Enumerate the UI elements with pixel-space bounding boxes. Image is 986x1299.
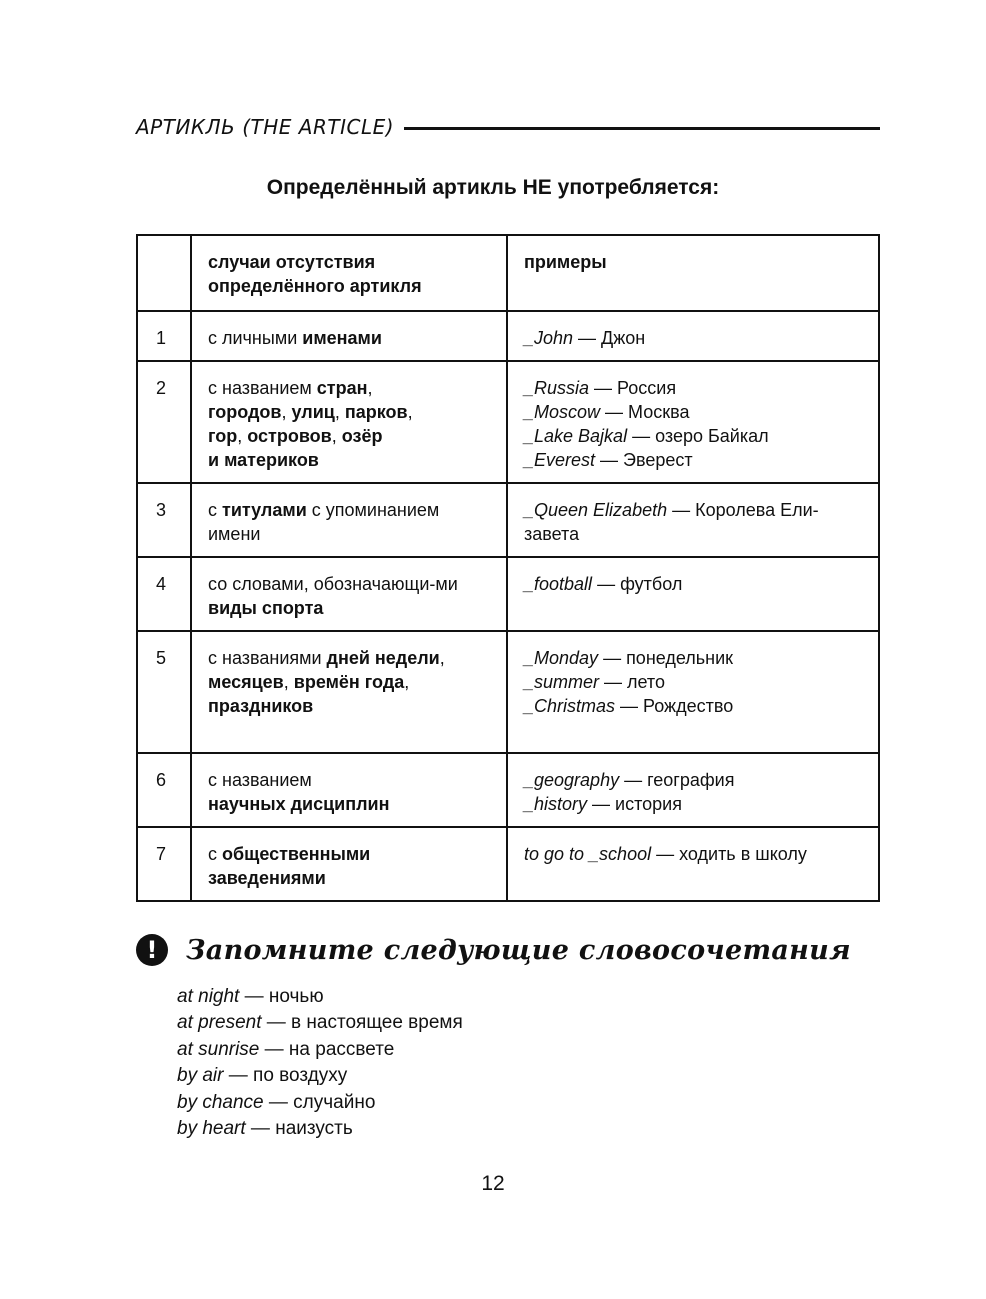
examples-cell	[507, 311, 879, 361]
case-bold: стран	[316, 378, 368, 398]
example-ru: — география	[619, 770, 735, 790]
example-line	[524, 376, 862, 400]
case-text: с личными	[208, 328, 303, 348]
example-ru: — понедельник	[598, 648, 734, 668]
case-bold: городов	[208, 402, 282, 422]
phrase-ru: — наизусть	[245, 1118, 353, 1140]
example-ru: — футбол	[592, 574, 683, 594]
header-cases-label: случаи отсутствия определённого артикля	[208, 252, 422, 296]
examples-cell	[507, 631, 879, 753]
example-ru: — ходить в школу	[651, 844, 807, 864]
section-title: Определённый артикль НЕ употребляется:	[266, 176, 720, 199]
example-en: _football	[524, 574, 593, 594]
example-line	[524, 498, 862, 546]
case-text: с названиями	[208, 648, 327, 668]
example-ru: — Россия	[589, 378, 677, 398]
example-line	[524, 448, 862, 472]
case-text: с упоминанием имени	[208, 500, 440, 544]
rules-table	[136, 234, 880, 902]
table-row	[137, 311, 879, 361]
case-bold: островов	[247, 426, 332, 446]
case-text: ,	[439, 648, 445, 668]
row-number: 1	[137, 311, 191, 361]
example-en: _history	[524, 794, 588, 814]
exclamation-icon: !	[136, 934, 168, 966]
example-en: _Christmas	[524, 696, 616, 716]
case-text: ,	[331, 426, 342, 446]
case-bold: и материков	[208, 450, 319, 470]
example-en: _John	[524, 328, 574, 348]
example-line	[524, 326, 862, 350]
example-line	[524, 400, 862, 424]
phrase-list	[177, 984, 463, 1142]
case-cell	[191, 361, 507, 483]
remember-heading	[136, 934, 851, 966]
row-number: 6	[137, 753, 191, 827]
case-text: с названием	[208, 770, 312, 790]
case-bold: парков	[344, 402, 408, 422]
table-row	[137, 753, 879, 827]
example-en: _Everest	[524, 450, 596, 470]
phrase-en: at night	[177, 986, 240, 1007]
case-bold: праздников	[208, 696, 314, 716]
example-line	[524, 842, 862, 866]
examples-cell	[507, 827, 879, 901]
phrase-ru: — в настоящее время	[261, 1012, 463, 1034]
case-text: ,	[367, 378, 373, 398]
page-header	[136, 112, 880, 142]
table-header-row	[137, 235, 879, 311]
example-line	[524, 694, 862, 718]
row-number: 2	[137, 361, 191, 483]
row-number: 5	[137, 631, 191, 753]
phrase-ru: — на рассвете	[259, 1038, 395, 1060]
example-ru: — Рождество	[615, 696, 734, 716]
examples-cell	[507, 361, 879, 483]
case-cell	[191, 631, 507, 753]
header-cell-cases	[191, 235, 507, 311]
case-text: со словами, обозначающи-ми	[208, 574, 458, 594]
case-bold: времён года	[293, 672, 405, 692]
case-bold: улиц	[291, 402, 335, 422]
row-number: 4	[137, 557, 191, 631]
row-number: 7	[137, 827, 191, 901]
case-bold: именами	[302, 328, 382, 348]
example-en: _Monday	[524, 648, 599, 668]
example-line	[524, 670, 862, 694]
case-bold: виды спорта	[208, 598, 324, 618]
case-bold: месяцев	[208, 672, 284, 692]
case-text: с	[208, 844, 223, 864]
example-en: _Moscow	[524, 402, 601, 422]
list-item	[177, 1090, 463, 1116]
case-cell	[191, 311, 507, 361]
row-number: 3	[137, 483, 191, 557]
phrase-en: by air	[177, 1065, 224, 1087]
case-bold: дней недели	[326, 648, 440, 668]
list-item	[177, 1063, 463, 1089]
phrase-ru: — случайно	[263, 1091, 376, 1113]
header-rule	[404, 127, 880, 130]
example-line	[524, 768, 862, 792]
header-examples-label: примеры	[524, 252, 607, 272]
table-row	[137, 631, 879, 753]
example-ru: — Джон	[573, 328, 646, 348]
example-en: _Queen Elizabeth	[524, 500, 668, 520]
case-bold: титулами	[222, 500, 307, 520]
phrase-en: at sunrise	[177, 1038, 260, 1060]
list-item	[177, 1116, 463, 1142]
case-cell	[191, 557, 507, 631]
example-ru: — история	[587, 794, 682, 814]
example-ru: — Королева Ели-завета	[524, 500, 819, 544]
examples-cell	[507, 753, 879, 827]
list-item	[177, 984, 463, 1010]
remember-title: Запомните следующие словосочетания	[186, 934, 851, 966]
examples-cell	[507, 557, 879, 631]
case-bold: озёр	[341, 426, 383, 446]
table-row	[137, 361, 879, 483]
list-item	[177, 1010, 463, 1036]
examples-cell	[507, 483, 879, 557]
case-text: ,	[237, 426, 248, 446]
example-en: _Lake Bajkal	[524, 426, 628, 446]
case-text: с названием	[208, 378, 317, 398]
example-line	[524, 424, 862, 448]
case-cell	[191, 483, 507, 557]
case-cell	[191, 827, 507, 901]
example-ru: — озеро Байкал	[627, 426, 769, 446]
case-text: ,	[404, 672, 410, 692]
case-bold: гор	[208, 426, 238, 446]
case-cell	[191, 753, 507, 827]
phrase-ru: — по воздуху	[223, 1065, 348, 1087]
phrase-ru: — ночью	[239, 986, 324, 1007]
example-ru: — Эверест	[595, 450, 693, 470]
case-text: ,	[407, 402, 413, 422]
example-en: _Russia	[524, 378, 590, 398]
case-bold: общественными заведениями	[208, 844, 371, 888]
case-text: ,	[334, 402, 345, 422]
example-en: _summer	[524, 672, 600, 692]
table-row	[137, 557, 879, 631]
example-ru: — лето	[599, 672, 665, 692]
case-text: с	[208, 500, 223, 520]
header-cell-num	[137, 235, 191, 311]
case-bold: научных дисциплин	[208, 794, 390, 814]
case-text: ,	[283, 672, 294, 692]
phrase-en: by heart	[177, 1118, 246, 1140]
table-row	[137, 483, 879, 557]
example-line	[524, 792, 862, 816]
example-ru: — Москва	[600, 402, 690, 422]
example-en: to go to _school	[524, 844, 652, 864]
list-item	[177, 1037, 463, 1063]
example-en: _geography	[524, 770, 620, 790]
phrase-en: by chance	[177, 1091, 264, 1113]
phrase-en: at present	[177, 1012, 262, 1034]
header-cell-examples	[507, 235, 879, 311]
table-row	[137, 827, 879, 901]
example-line	[524, 646, 862, 670]
header-title: АРТИКЛЬ (THE ARTICLE)	[136, 115, 395, 139]
example-line	[524, 572, 862, 596]
case-text: ,	[281, 402, 292, 422]
page-number: 12	[481, 1172, 505, 1195]
